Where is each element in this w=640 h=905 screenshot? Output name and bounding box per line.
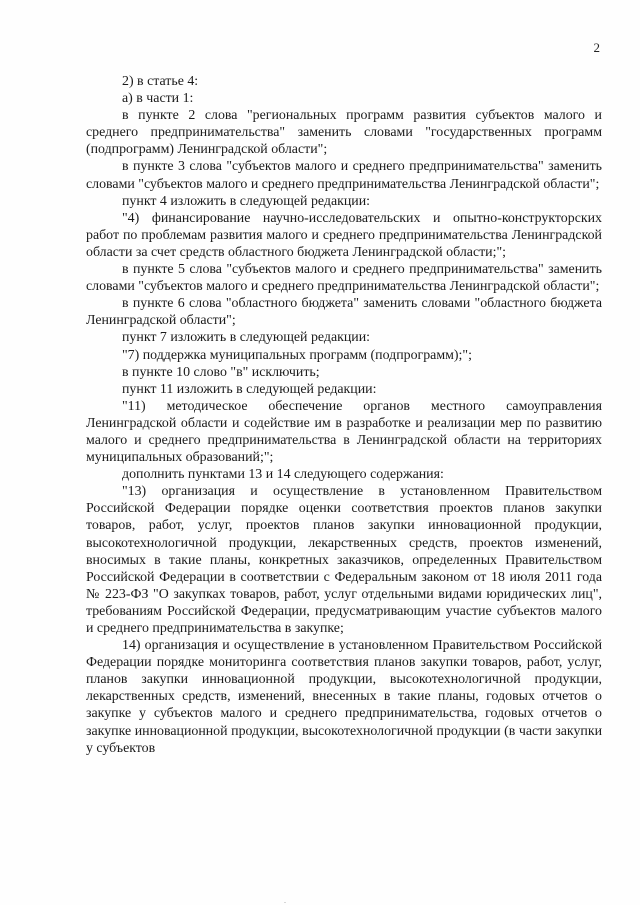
paragraph: в пункте 6 слова "областного бюджета" заменить словами "областного бюджета Ленинградской области";	[86, 296, 602, 329]
paragraph: в пункте 3 слова "субъектов малого и среднего предпринимательства" заменить словами "субъектов малого и среднего предпринимательства Ленинградской области";	[86, 159, 602, 192]
paragraph: "7) поддержка муниципальных программ (подпрограмм);";	[122, 347, 472, 363]
paragraph: в пункте 10 слово "в" исключить;	[122, 364, 320, 380]
paragraph: "4) финансирование научно-исследовательских и опытно-конструкторских работ по проблемам развития малого и среднего предпринимательства Ленинградской области за счет средств областного бюджета Ленинградской области;";	[86, 210, 602, 260]
paragraph: "13) организация и осуществление в установленном Правительством Российской Федерации порядке оценки соответствия проектов планов закупки товаров, работ, услуг, проектов планов закупки инновационной продукции, высокотехнологичной продукции, лекарственных средств, проектов изменений, вносимых в такие планы, конкретных заказчиков, определенных Правительством Российской Федерации в соответствии с Федеральным законом от 18 июля 2011 года № 223-ФЗ "О закупках товаров, работ, услуг отдельными видами юридических лиц", требованиям Российской Федерации, предусматривающим участие субъектов малого и среднего предпринимательства в закупке;	[86, 484, 602, 636]
paragraph: а) в части 1:	[122, 91, 194, 107]
document-body	[86, 73, 602, 757]
page-number: 2	[593, 40, 600, 55]
paragraph: в пункте 2 слова "региональных программ развития субъектов малого и среднего предпринимательства" заменить словами "государственных программ (подпрограмм) Ленинградской области";	[86, 108, 602, 158]
paragraph: "11) методическое обеспечение органов местного самоуправления Ленинградской области и содействие им в разработке и реализации мер по развитию малого и среднего предпринимательства в Ленинградской области на территориях муниципальных образований;";	[86, 398, 602, 466]
paragraph: 2) в статье 4:	[122, 74, 199, 89]
paragraph: пункт 7 изложить в следующей редакции:	[122, 330, 371, 346]
paragraph: пункт 4 изложить в следующей редакции:	[122, 193, 371, 209]
paragraph: в пункте 5 слова "субъектов малого и среднего предпринимательства" заменить словами "субъектов малого и среднего предпринимательства Ленинградской области";	[86, 262, 602, 295]
paragraph: дополнить пунктами 13 и 14 следующего содержания:	[122, 467, 444, 483]
paragraph: 14) организация и осуществление в установленном Правительством Российской Федерации порядке мониторинга соответствия планов закупки товаров, работ, услуг, планов закупки инновационной продукции, высокотехнологичной продукции, лекарственных средств, изменений, внесенных в такие планы, годовых отчетов о закупке у субъектов малого и среднего предпринимательства, годовых отчетов о закупке инновационной продукции, высокотехнологичной продукции (в части закупки у субъектов	[86, 638, 602, 756]
paragraph: пункт 11 изложить в следующей редакции:	[122, 381, 377, 397]
bottom-mark: .	[284, 896, 286, 905]
